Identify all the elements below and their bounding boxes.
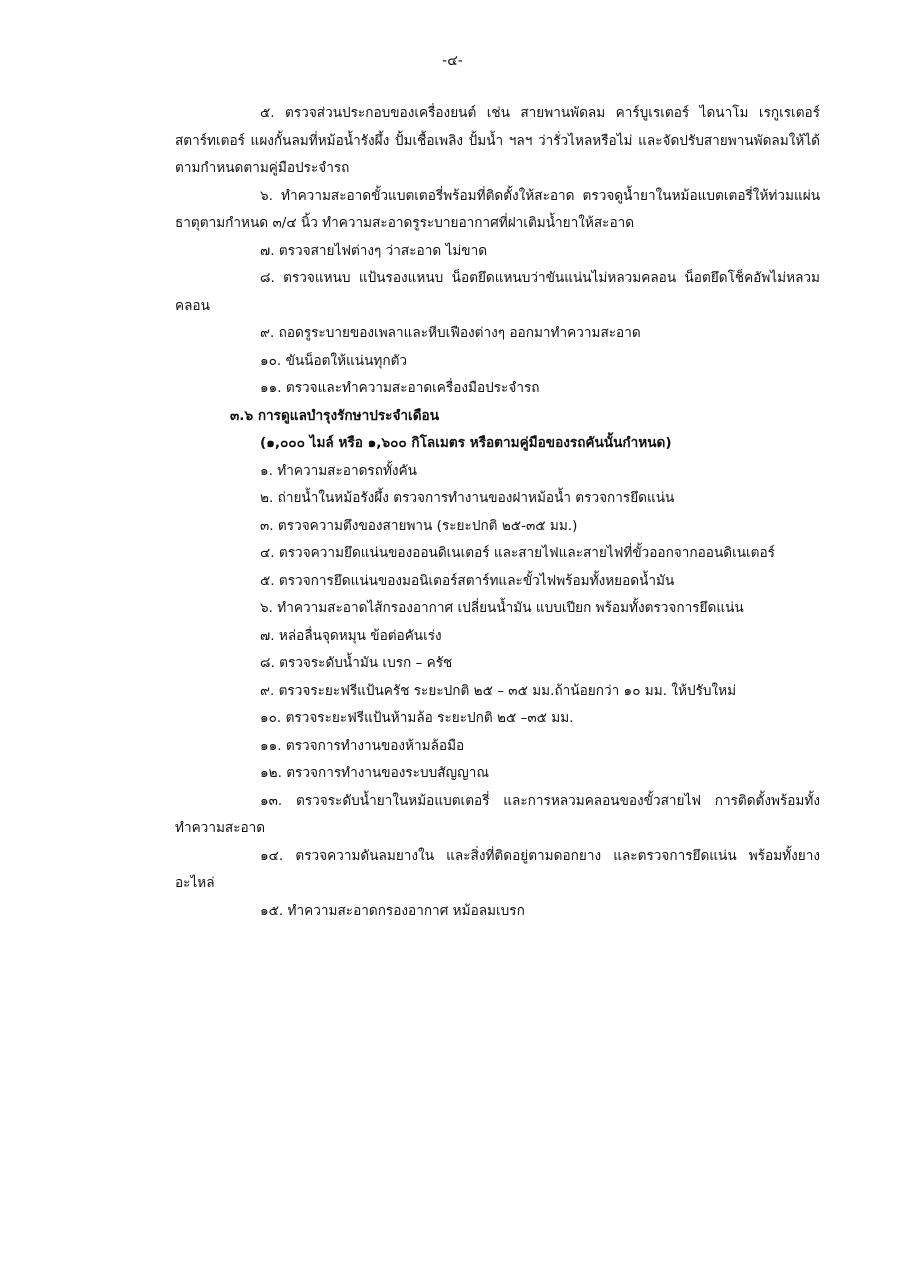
page-number: -๔- — [442, 53, 463, 69]
list-item: ๕. ตรวจการยึดแน่นของมอนิเตอร์สตาร์ทและขั้วไฟพร้อมทั้งหยอดน้ำมัน — [260, 572, 675, 589]
list-item: ๑๐. ขันน็อตให้แน่นทุกตัว — [260, 352, 408, 369]
list-item: ๑๑. ตรวจการทำงานของห้ามล้อมือ — [260, 737, 465, 754]
list-item: ๑๐. ตรวจระยะฟรีแป้นห้ามล้อ ระยะปกติ ๒๕ –๓๕ มม. — [260, 710, 574, 726]
list-item: ๑. ทำความสะอาดรถทั้งคัน — [260, 462, 417, 479]
list-item: ๗. ตรวจสายไฟต่างๆ ว่าสะอาด ไม่ขาด — [260, 242, 488, 259]
list-item: ๙. ตรวจระยะฟรีแป้นครัช ระยะปกติ ๒๕ – ๓๕ มม.ถ้าน้อยกว่า ๑๐ มม. ให้ปรับใหม่ — [260, 682, 737, 699]
list-item: ๗. หล่อลื่นจุดหมุน ข้อต่อคันเร่ง — [260, 627, 442, 644]
list-item: ๑๔. ตรวจความดันลมยางใน และสิ่งที่ติดอยู่ตามดอกยาง และตรวจการยึดแน่น พร้อมทั้งยางอะไหล่ — [175, 847, 820, 891]
list-item: ๓. ตรวจความตึงของสายพาน (ระยะปกติ ๒๕-๓๕ มม.) — [260, 517, 578, 534]
list-item: ๖. ทำความสะอาดขั้วแบตเตอรี่พร้อมที่ติดตั้งให้สะอาด ตรวจดูน้ำยาในหม้อแบตเตอรี่ให้ท่วมแผ่นธาตุตามกำหนด ๓/๔ นิ้ว ทำความสะอาดรูระบายอากาศที่ฝาเติมน้ำยาให้สะอาด — [175, 187, 820, 231]
list-item: ๑๕. ทำความสะอาดกรองอากาศ หม้อลมเบรก — [260, 902, 525, 919]
list-item: ๘. ตรวจระดับน้ำมัน เบรก – ครัช — [260, 655, 453, 671]
section-subheading: (๑,๐๐๐ ไมล์ หรือ ๑,๖๐๐ กิโลเมตร หรือตามคู่มือของรถคันนั้นกำหนด) — [260, 435, 672, 451]
list-item: ๑๑. ตรวจและทำความสะอาดเครื่องมือประจำรถ — [260, 380, 540, 396]
list-item: ๔. ตรวจความยึดแน่นของออนดิเนเตอร์ และสายไฟและสายไฟที่ขั้วออกจากออนดิเนเตอร์ — [260, 545, 775, 561]
section-heading: ๓.๖ การดูแลบำรุงรักษาประจำเดือน — [230, 407, 439, 424]
list-item: ๙. ถอดรูระบายของเพลาและหีบเฟืองต่างๆ ออกมาทำความสะอาด — [260, 325, 641, 341]
list-item: ๕. ตรวจส่วนประกอบของเครื่องยนต์ เช่น สายพานพัดลม คาร์บูเรเตอร์ ไดนาโม เรกูเรเตอร์ สตาร์ทเตอร์ แผงกั้นลมที่หม้อน้ำรังผึ้ง ปั้มเชื้อเพลิง ปั้มน้ำ ฯลฯ ว่ารั่วไหลหรือไม่ และจัดปรับสายพานพัดลมให้ได้ตามกำหนดตามคู่มือประจำรถ — [175, 105, 820, 176]
list-item: ๘. ตรวจแหนบ แป้นรองแหนบ น็อตยึดแหนบว่าขันแน่นไม่หลวมคลอน น็อตยึดโช็คอัพไม่หลวมคลอน — [175, 270, 820, 314]
list-item: ๒. ถ่ายน้ำในหม้อรังผึ้ง ตรวจการทำงานของฝาหม้อน้ำ ตรวจการยึดแน่น — [260, 490, 675, 506]
list-item: ๑๓. ตรวจระดับน้ำยาในหม้อแบตเตอรี่ และการหลวมคลอนของขั้วสายไฟ การติดตั้งพร้อมทั้งทำความสะอาด — [175, 792, 820, 836]
document-body — [175, 100, 820, 925]
list-item: ๑๒. ตรวจการทำงานของระบบสัญญาณ — [260, 765, 489, 781]
list-item: ๖. ทำความสะอาดไส้กรองอากาศ เปลี่ยนน้ำมัน แบบเปียก พร้อมทั้งตรวจการยึดแน่น — [260, 600, 744, 616]
